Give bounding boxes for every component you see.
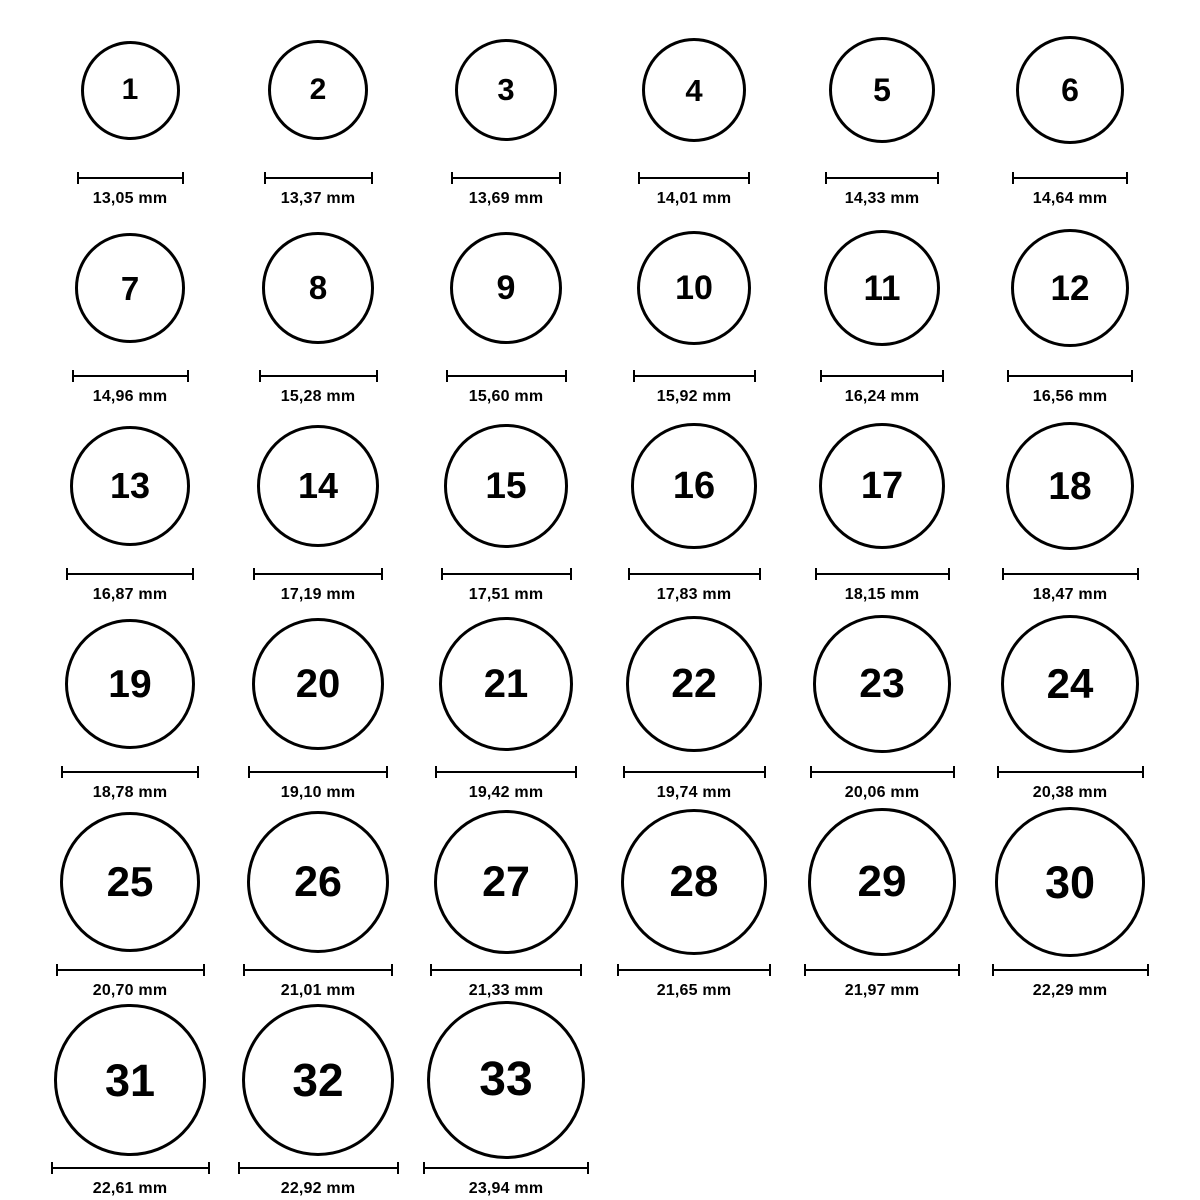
diameter-measure-bar xyxy=(451,172,561,184)
diameter-measure-bar xyxy=(1002,568,1139,580)
ring-size-number: 23 xyxy=(859,660,905,707)
measure-cap-left xyxy=(825,172,827,184)
ring-size-item xyxy=(976,208,1164,406)
ring-circle-wrapper xyxy=(439,604,573,764)
diameter-measure-bar xyxy=(248,766,388,778)
diameter-label: 13,37 mm xyxy=(280,190,356,207)
measure-cap-left xyxy=(1007,370,1009,382)
ring-circle xyxy=(829,37,935,143)
diameter-measure-bar xyxy=(72,370,189,382)
measure-line xyxy=(259,375,378,377)
ring-size-number: 7 xyxy=(120,269,140,307)
measure-line xyxy=(61,771,199,773)
ring-circle xyxy=(242,1004,395,1157)
ring-size-item xyxy=(788,208,976,406)
measure-line xyxy=(77,177,184,179)
measure-cap-right xyxy=(203,964,205,976)
measure-cap-right xyxy=(1126,172,1128,184)
diameter-label: 19,74 mm xyxy=(656,784,732,801)
measure-cap-left xyxy=(264,172,266,184)
ring-circle-wrapper xyxy=(444,406,567,566)
ring-circle-wrapper xyxy=(257,406,379,566)
diameter-measure-bar xyxy=(61,766,199,778)
diameter-label: 14,96 mm xyxy=(92,388,168,405)
diameter-measure-bar xyxy=(804,964,960,976)
ring-size-number: 5 xyxy=(873,72,891,108)
measure-line xyxy=(423,1167,589,1169)
diameter-label: 18,47 mm xyxy=(1032,586,1108,603)
ring-circle xyxy=(427,1001,585,1159)
measure-line xyxy=(825,177,939,179)
ring-circle-wrapper xyxy=(1006,406,1135,566)
ring-size-number: 13 xyxy=(109,465,151,506)
diameter-label: 21,01 mm xyxy=(280,982,356,999)
measure-line xyxy=(441,573,572,575)
measure-cap-right xyxy=(187,370,189,382)
ring-circle xyxy=(1006,422,1135,551)
measure-line xyxy=(238,1167,399,1169)
ring-circle-wrapper xyxy=(262,208,373,368)
diameter-measure-bar xyxy=(77,172,184,184)
ring-circle-wrapper xyxy=(65,604,195,764)
measure-line xyxy=(633,375,756,377)
ring-circle-wrapper xyxy=(70,406,190,566)
ring-circle-wrapper xyxy=(829,10,935,170)
diameter-measure-bar xyxy=(825,172,939,184)
diameter-label: 22,29 mm xyxy=(1032,982,1108,999)
ring-size-item xyxy=(976,802,1164,1000)
measure-cap-left xyxy=(810,766,812,778)
ring-circle xyxy=(268,40,369,141)
ring-circle-wrapper xyxy=(81,10,180,170)
measure-cap-right xyxy=(197,766,199,778)
ring-circle-wrapper xyxy=(450,208,563,368)
measure-line xyxy=(638,177,750,179)
ring-size-item xyxy=(600,10,788,208)
measure-line xyxy=(820,375,944,377)
ring-circle xyxy=(257,425,379,547)
measure-cap-left xyxy=(628,568,630,580)
ring-circle xyxy=(252,618,384,750)
ring-size-number: 14 xyxy=(297,465,339,506)
ring-circle xyxy=(81,41,180,140)
ring-size-item xyxy=(600,208,788,406)
measure-cap-left xyxy=(56,964,58,976)
ring-circle xyxy=(54,1004,205,1155)
ring-circle xyxy=(444,424,567,547)
measure-line xyxy=(997,771,1144,773)
diameter-label: 17,51 mm xyxy=(468,586,544,603)
ring-size-item xyxy=(36,10,224,208)
diameter-measure-bar xyxy=(1012,172,1128,184)
diameter-label: 13,05 mm xyxy=(92,190,168,207)
measure-cap-left xyxy=(623,766,625,778)
ring-circle xyxy=(824,230,940,346)
ring-circle xyxy=(637,231,752,346)
ring-size-chart xyxy=(36,0,1164,1198)
ring-size-item xyxy=(788,802,976,1000)
ring-circle xyxy=(1011,229,1129,347)
ring-circle xyxy=(621,809,767,955)
measure-cap-left xyxy=(51,1162,53,1174)
measure-cap-left xyxy=(804,964,806,976)
measure-line xyxy=(623,771,766,773)
diameter-label: 15,60 mm xyxy=(468,388,544,405)
measure-line xyxy=(451,177,561,179)
measure-cap-right xyxy=(754,370,756,382)
measure-cap-right xyxy=(381,568,383,580)
measure-cap-left xyxy=(66,568,68,580)
diameter-measure-bar xyxy=(997,766,1144,778)
ring-size-number: 25 xyxy=(106,858,154,905)
measure-line xyxy=(446,375,567,377)
ring-size-item xyxy=(36,208,224,406)
measure-line xyxy=(56,969,205,971)
ring-circle xyxy=(626,616,761,751)
measure-line xyxy=(810,771,955,773)
measure-cap-right xyxy=(764,766,766,778)
measure-cap-right xyxy=(376,370,378,382)
ring-size-number: 28 xyxy=(669,856,719,906)
diameter-measure-bar xyxy=(51,1162,210,1174)
ring-size-number: 24 xyxy=(1046,660,1094,707)
diameter-label: 15,92 mm xyxy=(656,388,732,405)
ring-circle-wrapper xyxy=(824,208,940,368)
ring-size-number: 26 xyxy=(294,857,342,906)
ring-size-number: 20 xyxy=(295,662,341,706)
diameter-label: 18,15 mm xyxy=(844,586,920,603)
diameter-label: 14,33 mm xyxy=(844,190,920,207)
diameter-label: 19,10 mm xyxy=(280,784,356,801)
diameter-measure-bar xyxy=(638,172,750,184)
measure-cap-left xyxy=(1002,568,1004,580)
diameter-label: 16,56 mm xyxy=(1032,388,1108,405)
ring-circle-wrapper xyxy=(247,802,389,962)
measure-cap-left xyxy=(446,370,448,382)
measure-cap-left xyxy=(77,172,79,184)
measure-cap-right xyxy=(948,568,950,580)
ring-size-item xyxy=(412,604,600,802)
ring-size-number: 31 xyxy=(104,1054,156,1106)
ring-size-number: 1 xyxy=(121,73,139,106)
ring-circle-wrapper xyxy=(819,406,946,566)
ring-size-item xyxy=(224,604,412,802)
measure-cap-left xyxy=(243,964,245,976)
measure-cap-right xyxy=(748,172,750,184)
ring-size-number: 19 xyxy=(108,662,152,706)
diameter-label: 16,87 mm xyxy=(92,586,168,603)
measure-line xyxy=(435,771,577,773)
measure-cap-left xyxy=(72,370,74,382)
diameter-label: 19,42 mm xyxy=(468,784,544,801)
ring-size-number: 15 xyxy=(485,465,527,507)
ring-size-item xyxy=(976,406,1164,604)
ring-circle-wrapper xyxy=(54,1000,205,1160)
diameter-label: 22,61 mm xyxy=(92,1180,168,1197)
ring-size-number: 11 xyxy=(863,268,901,308)
measure-cap-right xyxy=(1147,964,1149,976)
measure-line xyxy=(253,573,383,575)
ring-circle-wrapper xyxy=(268,10,369,170)
measure-cap-left xyxy=(617,964,619,976)
measure-line xyxy=(1012,177,1128,179)
measure-cap-right xyxy=(182,172,184,184)
ring-circle-wrapper xyxy=(995,802,1144,962)
ring-size-item xyxy=(224,10,412,208)
ring-size-item xyxy=(36,406,224,604)
ring-circle-wrapper xyxy=(252,604,384,764)
ring-size-item xyxy=(224,208,412,406)
ring-circle xyxy=(1016,36,1124,144)
measure-line xyxy=(815,573,950,575)
measure-line xyxy=(804,969,960,971)
measure-cap-left xyxy=(238,1162,240,1174)
ring-circle-wrapper xyxy=(626,604,761,764)
ring-circle xyxy=(247,811,389,953)
ring-circle xyxy=(65,619,195,749)
measure-cap-right xyxy=(1137,568,1139,580)
ring-size-number: 9 xyxy=(496,268,516,307)
ring-size-number: 3 xyxy=(497,72,515,108)
diameter-label: 14,64 mm xyxy=(1032,190,1108,207)
measure-cap-left xyxy=(430,964,432,976)
ring-size-number: 30 xyxy=(1044,856,1096,908)
ring-size-item xyxy=(788,604,976,802)
measure-cap-left xyxy=(423,1162,425,1174)
ring-size-number: 4 xyxy=(685,72,703,108)
measure-cap-right xyxy=(769,964,771,976)
ring-circle xyxy=(819,423,946,550)
ring-circle xyxy=(813,615,950,752)
ring-size-item xyxy=(976,604,1164,802)
diameter-label: 15,28 mm xyxy=(280,388,356,405)
measure-cap-right xyxy=(958,964,960,976)
ring-size-number: 32 xyxy=(292,1054,344,1106)
measure-cap-right xyxy=(208,1162,210,1174)
ring-circle xyxy=(808,808,956,956)
measure-cap-right xyxy=(386,766,388,778)
measure-cap-right xyxy=(937,172,939,184)
measure-cap-right xyxy=(759,568,761,580)
diameter-label: 20,70 mm xyxy=(92,982,168,999)
ring-circle xyxy=(1001,615,1140,754)
ring-size-item xyxy=(412,406,600,604)
diameter-label: 13,69 mm xyxy=(468,190,544,207)
ring-circle-wrapper xyxy=(455,10,557,170)
ring-circle-wrapper xyxy=(813,604,950,764)
measure-line xyxy=(628,573,761,575)
ring-circle xyxy=(995,807,1144,956)
diameter-measure-bar xyxy=(435,766,577,778)
ring-size-number: 6 xyxy=(1061,72,1079,108)
diameter-label: 22,92 mm xyxy=(280,1180,356,1197)
measure-cap-right xyxy=(192,568,194,580)
ring-circle xyxy=(439,617,573,751)
diameter-label: 20,38 mm xyxy=(1032,784,1108,801)
measure-cap-left xyxy=(633,370,635,382)
diameter-label: 16,24 mm xyxy=(844,388,920,405)
measure-line xyxy=(72,375,189,377)
diameter-measure-bar xyxy=(633,370,756,382)
ring-size-number: 22 xyxy=(671,660,717,707)
diameter-label: 18,78 mm xyxy=(92,784,168,801)
measure-line xyxy=(66,573,194,575)
ring-circle xyxy=(70,426,190,546)
ring-size-item xyxy=(600,604,788,802)
ring-circle-wrapper xyxy=(1001,604,1140,764)
diameter-measure-bar xyxy=(810,766,955,778)
diameter-measure-bar xyxy=(441,568,572,580)
ring-size-item xyxy=(600,802,788,1000)
ring-circle-wrapper xyxy=(434,802,578,962)
ring-size-number: 27 xyxy=(482,857,530,906)
ring-circle-wrapper xyxy=(808,802,956,962)
ring-circle xyxy=(455,39,557,141)
diameter-label: 21,33 mm xyxy=(468,982,544,999)
measure-line xyxy=(243,969,393,971)
ring-size-number: 8 xyxy=(308,269,328,307)
measure-cap-right xyxy=(1142,766,1144,778)
ring-size-number: 29 xyxy=(857,856,907,906)
ring-circle xyxy=(434,810,578,954)
ring-size-item xyxy=(224,1000,412,1198)
ring-circle xyxy=(642,38,746,142)
measure-cap-left xyxy=(253,568,255,580)
measure-cap-left xyxy=(992,964,994,976)
ring-size-item xyxy=(412,208,600,406)
diameter-measure-bar xyxy=(446,370,567,382)
ring-circle-wrapper xyxy=(631,406,756,566)
measure-cap-right xyxy=(397,1162,399,1174)
measure-cap-right xyxy=(953,766,955,778)
measure-cap-right xyxy=(575,766,577,778)
measure-cap-left xyxy=(259,370,261,382)
ring-size-number: 10 xyxy=(675,268,713,307)
ring-size-item xyxy=(412,1000,600,1198)
diameter-measure-bar xyxy=(628,568,761,580)
diameter-label: 21,65 mm xyxy=(656,982,732,999)
measure-cap-left xyxy=(441,568,443,580)
measure-cap-left xyxy=(248,766,250,778)
measure-line xyxy=(430,969,582,971)
measure-cap-right xyxy=(942,370,944,382)
ring-circle xyxy=(262,232,373,343)
ring-circle-wrapper xyxy=(1011,208,1129,368)
measure-line xyxy=(248,771,388,773)
diameter-measure-bar xyxy=(815,568,950,580)
ring-circle-wrapper xyxy=(1016,10,1124,170)
ring-size-number: 16 xyxy=(672,464,716,507)
ring-size-item xyxy=(36,604,224,802)
diameter-label: 21,97 mm xyxy=(844,982,920,999)
measure-cap-left xyxy=(1012,172,1014,184)
measure-cap-left xyxy=(997,766,999,778)
diameter-measure-bar xyxy=(820,370,944,382)
measure-cap-left xyxy=(435,766,437,778)
ring-size-item xyxy=(36,1000,224,1198)
diameter-label: 17,83 mm xyxy=(656,586,732,603)
ring-circle-wrapper xyxy=(242,1000,395,1160)
diameter-measure-bar xyxy=(617,964,771,976)
measure-cap-right xyxy=(391,964,393,976)
measure-cap-right xyxy=(1131,370,1133,382)
ring-circle-wrapper xyxy=(621,802,767,962)
measure-line xyxy=(1002,573,1139,575)
measure-line xyxy=(51,1167,210,1169)
ring-size-number: 33 xyxy=(479,1053,533,1106)
diameter-measure-bar xyxy=(66,568,194,580)
ring-circle xyxy=(75,233,184,342)
diameter-label: 20,06 mm xyxy=(844,784,920,801)
ring-size-item xyxy=(600,406,788,604)
measure-line xyxy=(264,177,373,179)
ring-size-number: 17 xyxy=(860,465,904,507)
ring-circle-wrapper xyxy=(637,208,752,368)
ring-circle-wrapper xyxy=(60,802,201,962)
measure-line xyxy=(992,969,1149,971)
ring-size-number: 18 xyxy=(1048,464,1092,508)
measure-cap-left xyxy=(815,568,817,580)
measure-line xyxy=(617,969,771,971)
measure-cap-left xyxy=(61,766,63,778)
diameter-measure-bar xyxy=(992,964,1149,976)
measure-cap-right xyxy=(565,370,567,382)
diameter-measure-bar xyxy=(56,964,205,976)
ring-circle xyxy=(631,423,756,548)
measure-line xyxy=(1007,375,1133,377)
measure-cap-right xyxy=(570,568,572,580)
ring-size-item xyxy=(36,802,224,1000)
diameter-label: 17,19 mm xyxy=(280,586,356,603)
diameter-measure-bar xyxy=(1007,370,1133,382)
measure-cap-left xyxy=(820,370,822,382)
ring-circle xyxy=(450,232,563,345)
diameter-measure-bar xyxy=(264,172,373,184)
measure-cap-right xyxy=(587,1162,589,1174)
diameter-measure-bar xyxy=(243,964,393,976)
ring-size-item xyxy=(976,10,1164,208)
ring-circle xyxy=(60,812,201,953)
ring-size-item xyxy=(412,10,600,208)
diameter-measure-bar xyxy=(259,370,378,382)
measure-cap-left xyxy=(451,172,453,184)
diameter-measure-bar xyxy=(238,1162,399,1174)
ring-size-item xyxy=(224,406,412,604)
ring-size-item xyxy=(224,802,412,1000)
ring-size-item xyxy=(788,406,976,604)
diameter-measure-bar xyxy=(423,1162,589,1174)
ring-size-number: 12 xyxy=(1050,268,1090,308)
diameter-measure-bar xyxy=(430,964,582,976)
ring-size-number: 21 xyxy=(483,661,529,706)
measure-cap-left xyxy=(638,172,640,184)
measure-cap-right xyxy=(559,172,561,184)
ring-circle-wrapper xyxy=(427,1000,585,1160)
measure-cap-right xyxy=(580,964,582,976)
diameter-label: 14,01 mm xyxy=(656,190,732,207)
ring-size-item xyxy=(412,802,600,1000)
ring-circle-wrapper xyxy=(75,208,184,368)
ring-circle-wrapper xyxy=(642,10,746,170)
ring-size-item xyxy=(788,10,976,208)
diameter-measure-bar xyxy=(623,766,766,778)
diameter-label: 23,94 mm xyxy=(468,1180,544,1197)
measure-cap-right xyxy=(371,172,373,184)
diameter-measure-bar xyxy=(253,568,383,580)
ring-size-number: 2 xyxy=(309,72,327,106)
